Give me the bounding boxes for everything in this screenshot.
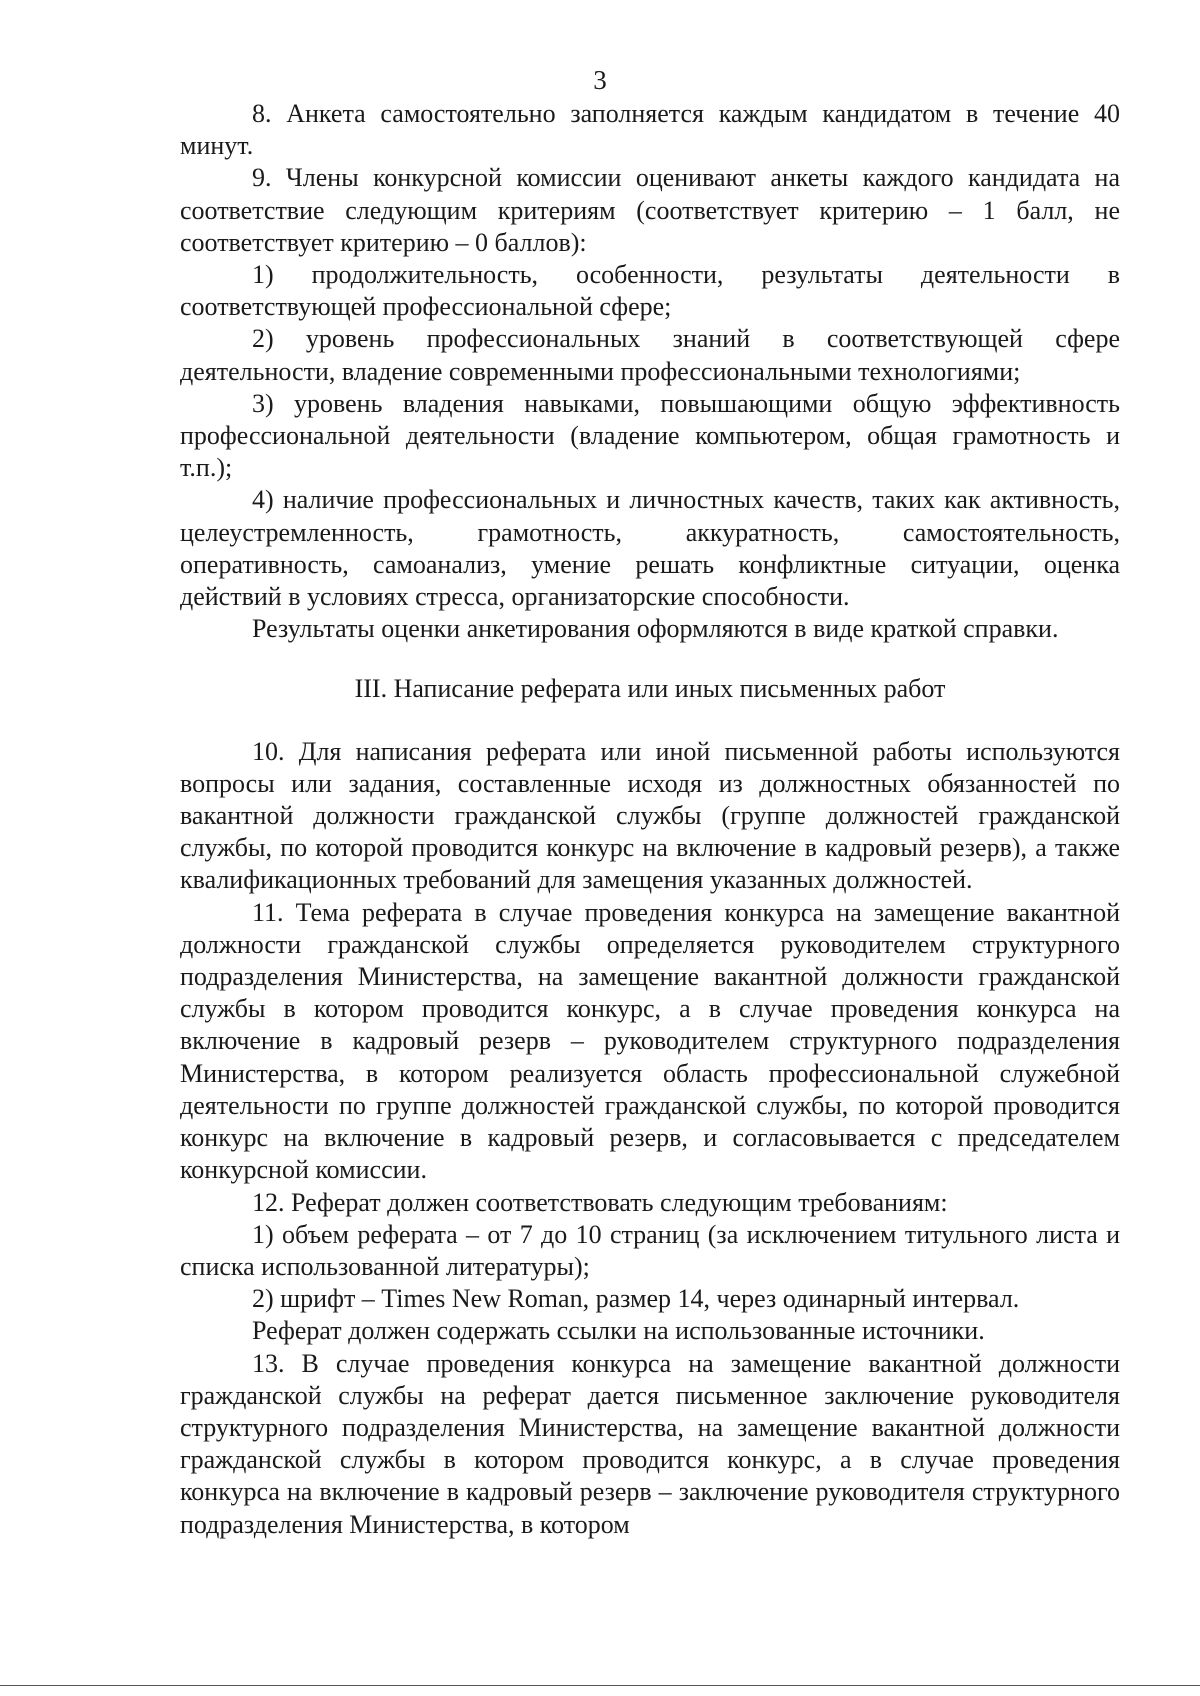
paragraph-item-12: 12. Реферат должен соответствовать следующим требованиям:	[252, 1187, 948, 1217]
criterion-4: 4) наличие профессиональных и личностных качеств, таких как активность, целеустремленность, грамотность, аккуратность, самостоятельность, оперативность, самоанализ, умение решать конфликтные ситуации, оценка действий в условиях стресса, организаторские способности.	[180, 485, 1120, 612]
page-bottom-rule	[0, 1685, 1200, 1686]
document-body	[180, 98, 1120, 1541]
requirement-2: 2) шрифт – Times New Roman, размер 14, через одинарный интервал.	[252, 1284, 1020, 1314]
paragraph-item-11: 11. Тема реферата в случае проведения конкурса на замещение вакантной должности гражданской службы определяется руководителем структурного подразделения Министерства, на замещение вакантной должности гражданской службы в котором проводится конкурс, а в случае проведения конкурса на включение в кадровый резерв – руководителем структурного подразделения Министерства, в котором реализуется область профессиональной служебной деятельности по группе должностей гражданской службы, по которой проводится конкурс на включение в кадровый резерв, и согласовывается с председателем конкурсной комиссии.	[180, 897, 1120, 1185]
paragraph-item-8: 8. Анкета самостоятельно заполняется каждым кандидатом в течение 40 минут.	[180, 99, 1120, 161]
criterion-2: 2) уровень профессиональных знаний в соответствующей сфере деятельности, владение современными профессиональными технологиями;	[180, 324, 1120, 386]
spacer	[180, 706, 1120, 736]
requirement-1: 1) объем реферата – от 7 до 10 страниц (за исключением титульного листа и списка использованной литературы);	[180, 1219, 1120, 1281]
criterion-3: 3) уровень владения навыками, повышающими общую эффективность профессиональной деятельности (владение компьютером, общая грамотность и т.п.);	[180, 388, 1120, 483]
section-heading: III. Написание реферата или иных письменных работ	[354, 674, 946, 704]
paragraph-item-13: 13. В случае проведения конкурса на замещение вакантной должности гражданской службы на реферат дается письменное заключение руководителя структурного подразделения Министерства, на замещение вакантной должности гражданской службы в котором проводится конкурс, а в случае проведения конкурса на включение в кадровый резерв – заключение руководителя структурного подразделения Министерства, в котором	[180, 1348, 1120, 1539]
results-paragraph: Результаты оценки анкетирования оформляются в виде краткой справки.	[252, 614, 1059, 644]
sources-note: Реферат должен содержать ссылки на использованные источники.	[252, 1316, 985, 1346]
paragraph-item-9: 9. Члены конкурсной комиссии оценивают анкеты каждого кандидата на соответствие следующим критериям (соответствует критерию – 1 балл, не соответствует критерию – 0 баллов):	[180, 163, 1120, 257]
page-number: 3	[593, 65, 607, 95]
paragraph-item-10: 10. Для написания реферата или иной письменной работы используются вопросы или задания, составленные исходя из должностных обязанностей по вакантной должности гражданской службы (группе должностей гражданской службы, по которой проводится конкурс на включение в кадровый резерв), а также квалификационных требований для замещения указанных должностей.	[180, 736, 1120, 895]
criterion-1: 1) продолжительность, особенности, результаты деятельности в соответствующей профессиональной сфере;	[180, 260, 1120, 322]
spacer	[180, 645, 1120, 673]
